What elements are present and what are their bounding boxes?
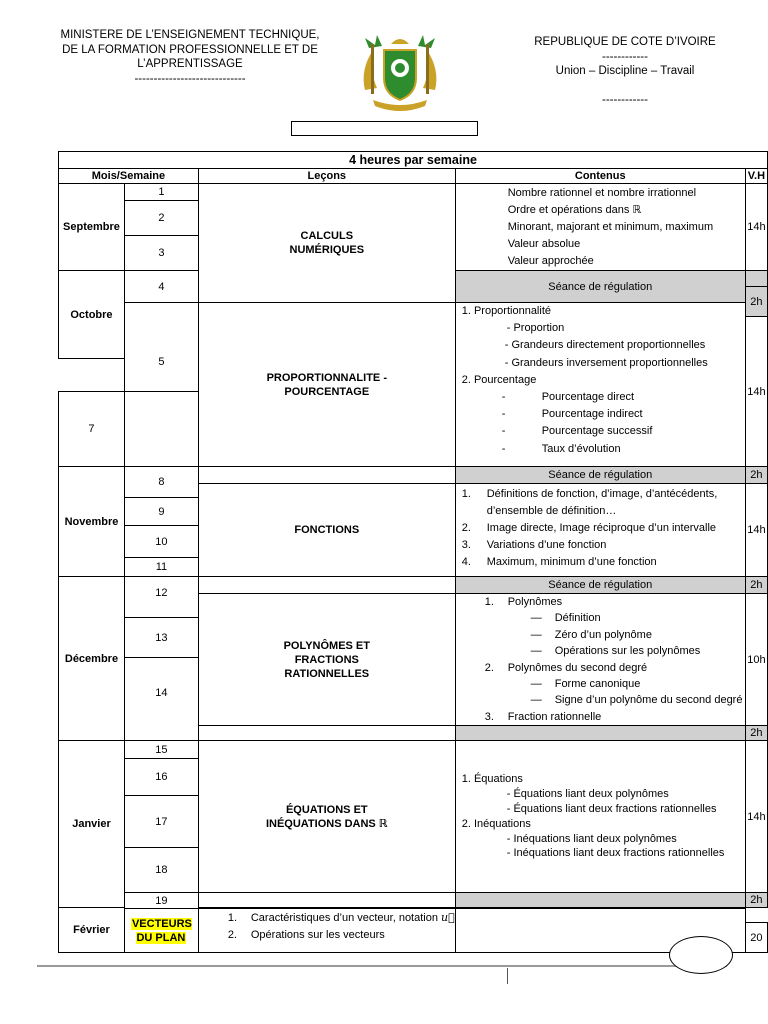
lesson-line: NUMÉRIQUES — [289, 244, 365, 256]
regulation-session: Séance de régulation — [455, 271, 745, 303]
week-number: 9 — [124, 498, 198, 526]
content-line — [485, 627, 745, 643]
content-line — [462, 554, 745, 571]
content-calculs — [455, 184, 745, 271]
content-line: - Équations liant deux fractions rationnelles — [506, 802, 717, 815]
content-line: d’ensemble de définition… — [486, 505, 617, 517]
lesson-line: RATIONNELLES — [284, 667, 370, 680]
week-number: 13 — [124, 618, 198, 658]
vh-equations: 14h — [745, 741, 767, 893]
content-text: Image directe, Image réciproque d’un intervalle — [486, 522, 717, 534]
republic-header — [500, 35, 750, 107]
content-text: Pourcentage successif — [541, 425, 653, 438]
header-lessons: Leçons — [198, 169, 455, 184]
vh-fonctions: 14h — [745, 484, 767, 577]
document-title-box — [291, 121, 478, 136]
lesson-polynomes — [198, 594, 455, 726]
vh-polynomes: 10h — [745, 594, 767, 726]
item-number: 1. — [227, 912, 238, 925]
header-contents: Contenus — [455, 169, 745, 184]
content-line — [485, 692, 745, 708]
content-line — [462, 537, 745, 554]
month-january: Janvier — [59, 741, 125, 908]
republic-spacer — [500, 79, 750, 93]
week-number: 4 — [124, 271, 198, 303]
item-number: 4. — [461, 556, 471, 568]
content-text: Forme canonique — [554, 678, 641, 691]
lesson-line: FONCTIONS — [294, 524, 360, 536]
content-line: Ordre et opérations dans ℝ — [507, 204, 642, 216]
lesson-calculs-numeriques — [198, 184, 455, 303]
content-text: Polynômes du second degré — [507, 661, 648, 674]
lesson-line: PROPORTIONNALITE - — [266, 371, 387, 384]
lesson-equations-tail — [198, 893, 455, 908]
month-november: Novembre — [59, 467, 125, 577]
content-line — [485, 676, 745, 692]
bullet: - — [501, 425, 506, 438]
week-number: 7 — [59, 392, 125, 467]
item-number: 3. — [461, 539, 471, 551]
content-line — [228, 927, 455, 944]
content-line: Minorant, majorant et minimum, maximum — [507, 221, 714, 233]
content-line — [485, 660, 745, 676]
content-line: Nombre rationnel et nombre irrationnel — [507, 187, 697, 199]
republic-separator-bottom: ------------ — [602, 93, 648, 106]
content-text: Caractéristiques d’un vecteur, notation — [250, 912, 442, 925]
week-number: 17 — [124, 796, 198, 848]
lesson-fonctions — [198, 484, 455, 577]
ministry-line: L’APPRENTISSAGE — [137, 58, 243, 70]
lesson-highlight: VECTEURS DU PLAN — [131, 917, 192, 944]
lesson-line: FRACTIONS — [294, 653, 359, 666]
item-number: 2. — [484, 661, 494, 674]
republic-separator: ------------ — [602, 50, 648, 63]
content-text: Définition — [554, 612, 601, 625]
bullet: - — [501, 442, 506, 455]
content-text: Variations d’une fonction — [486, 539, 607, 551]
lesson-line: INÉQUATIONS DANS ℝ — [265, 817, 388, 830]
vh-regulation: 2h — [745, 893, 767, 908]
content-line — [485, 594, 745, 610]
ministry-header — [40, 28, 340, 86]
month-february: Février — [59, 908, 125, 953]
lesson-proportionnalite-tail — [198, 467, 455, 484]
week-number: 1 — [124, 184, 198, 201]
table-caption: 4 heures par semaine — [59, 152, 768, 169]
item-number: 1. — [484, 596, 494, 608]
content-text: Opérations sur les vecteurs — [250, 929, 385, 942]
vh-regulation: 2h — [745, 726, 767, 741]
item-number: 3. — [484, 710, 494, 723]
week-number: 5 — [124, 303, 198, 392]
bullet: — — [530, 678, 542, 691]
lesson-equations — [198, 741, 455, 893]
content-line: - Grandeurs directement proportionnelles — [504, 339, 706, 352]
bullet: - — [501, 391, 506, 404]
bullet: — — [530, 628, 542, 641]
ministry-line: DE LA FORMATION PROFESSIONNELLE ET DE — [62, 43, 318, 56]
content-line — [462, 389, 745, 406]
programme-table — [58, 151, 768, 953]
bullet: — — [530, 645, 542, 658]
content-line — [462, 441, 745, 458]
lesson-line: POURCENTAGE — [284, 385, 370, 398]
header-vh: V.H — [745, 169, 767, 184]
week-number: 15 — [124, 741, 198, 759]
month-september: Septembre — [59, 184, 125, 271]
regulation-session: Séance de régulation — [455, 467, 745, 484]
footer-tick — [507, 968, 508, 984]
vh-proportionnalite: 14h — [745, 317, 767, 467]
month-december: Décembre — [59, 577, 125, 741]
content-line: - Proportion — [506, 322, 565, 335]
content-text: Opérations sur les polynômes — [554, 645, 701, 658]
content-equations — [455, 741, 745, 893]
week-number: 14 — [124, 658, 198, 741]
content-line: - Grandeurs inversement proportionnelles — [504, 356, 708, 369]
content-text: Taux d’évolution — [541, 442, 621, 455]
coat-of-arms-emblem — [355, 30, 445, 115]
content-line: Valeur absolue — [507, 238, 581, 250]
content-line: - Équations liant deux polynômes — [506, 788, 669, 801]
regulation-session: Séance de régulation — [455, 577, 745, 594]
ministry-separator: ----------------------------- — [134, 72, 246, 85]
content-line — [228, 909, 455, 927]
vector-notation: u⃗ — [441, 911, 455, 925]
content-line — [485, 709, 745, 725]
regulation-session-empty — [455, 893, 745, 908]
item-number: 1. — [461, 488, 471, 500]
content-line: 1. Proportionnalité — [461, 305, 551, 317]
week-number: 2 — [124, 201, 198, 235]
vh-regulation: 2h — [745, 287, 767, 317]
week-number: 20 — [745, 923, 767, 953]
bullet: - — [501, 408, 506, 421]
week-number: 10 — [124, 526, 198, 558]
content-line: 1. Équations — [461, 773, 523, 786]
content-line — [485, 610, 745, 626]
week-number: 8 — [124, 467, 198, 498]
content-text: Signe d’un polynôme du second degré — [554, 694, 743, 707]
content-text: Pourcentage direct — [541, 391, 635, 404]
lesson-line: POLYNÔMES ET — [283, 639, 370, 652]
lesson-fonctions-tail — [198, 577, 455, 594]
republic-name: REPUBLIQUE DE COTE D’IVOIRE — [534, 36, 716, 48]
week-number: 12 — [124, 577, 198, 618]
content-fonctions — [455, 484, 745, 577]
content-line: - Inéquations liant deux polynômes — [506, 832, 677, 845]
lesson-proportionnalite — [198, 303, 455, 467]
content-line: - Inéquations liant deux fractions rationnelles — [506, 847, 725, 860]
page-number-oval — [669, 936, 733, 974]
vh-calculs: 14h — [745, 184, 767, 271]
week-number: 11 — [124, 558, 198, 577]
content-line: 2. Pourcentage — [461, 373, 537, 386]
week-number: 18 — [124, 848, 198, 893]
month-october: Octobre — [59, 271, 125, 359]
vh-regulation: 2h — [745, 577, 767, 594]
bullet: — — [530, 612, 542, 625]
content-text: Maximum, minimum d’une fonction — [486, 556, 657, 568]
footer-rule — [37, 965, 727, 967]
content-text: Pourcentage indirect — [541, 408, 643, 421]
content-polynomes — [455, 594, 745, 726]
item-number: 2. — [461, 522, 471, 534]
regulation-session-empty — [455, 726, 745, 741]
lesson-line: ÉQUATIONS ET — [285, 803, 368, 816]
vh-regulation: 2h — [745, 467, 767, 484]
content-line: Valeur approchée — [507, 255, 594, 267]
lesson-vecteurs — [124, 909, 198, 953]
week-number: 19 — [124, 893, 198, 909]
content-line — [485, 643, 745, 659]
content-line — [462, 486, 745, 503]
week-number: 3 — [124, 235, 198, 270]
vh-regulation-top — [745, 271, 767, 287]
bullet: — — [530, 694, 542, 707]
lesson-polynomes-tail — [198, 726, 455, 741]
item-number: 2. — [227, 929, 238, 942]
week-number: 16 — [124, 759, 198, 796]
content-text: Polynômes — [507, 596, 563, 608]
header-month-week: Mois/Semaine — [59, 169, 199, 184]
content-line — [462, 406, 745, 423]
content-line — [462, 423, 745, 440]
content-vecteurs — [198, 909, 455, 953]
content-line: 2. Inéquations — [461, 817, 531, 830]
content-text: Zéro d’un polynôme — [554, 628, 652, 641]
ministry-line: MINISTERE DE L’ENSEIGNEMENT TECHNIQUE, — [60, 29, 320, 41]
republic-motto: Union – Discipline – Travail — [555, 65, 695, 77]
lesson-line: CALCULS — [300, 230, 354, 242]
content-proportionnalite — [455, 303, 745, 467]
content-line — [462, 520, 745, 537]
content-text: Définitions de fonction, d’image, d’antécédents, — [486, 488, 718, 500]
content-text: Fraction rationnelle — [507, 710, 602, 723]
